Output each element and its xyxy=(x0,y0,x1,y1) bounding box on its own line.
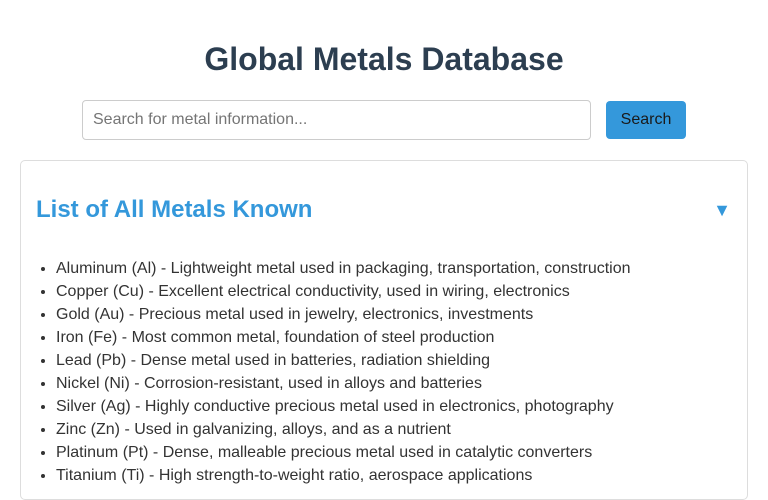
list-item: • Titanium (Ti) - High strength-to-weight ratio, aerospace applications xyxy=(56,464,736,487)
chevron-down-icon[interactable]: ▼ xyxy=(713,200,731,220)
page-title: Global Metals Database xyxy=(204,41,564,77)
search-input[interactable] xyxy=(82,100,591,140)
metals-panel-header[interactable] xyxy=(21,161,747,259)
list-item: • Iron (Fe) - Most common metal, foundation of steel production xyxy=(56,326,736,349)
metal-list xyxy=(21,257,736,487)
list-item: • Lead (Pb) - Dense metal used in batteries, radiation shielding xyxy=(56,349,736,372)
search-bar xyxy=(82,100,686,140)
list-item: • Gold (Au) - Precious metal used in jewelry, electronics, investments xyxy=(56,303,736,326)
list-item: • Silver (Ag) - Highly conductive precious metal used in electronics, photography xyxy=(56,395,736,418)
list-item: • Zinc (Zn) - Used in galvanizing, alloys, and as a nutrient xyxy=(56,418,736,441)
metals-panel xyxy=(20,160,748,500)
list-item: • Aluminum (Al) - Lightweight metal used in packaging, transportation, construction xyxy=(56,257,736,280)
list-item: • Nickel (Ni) - Corrosion-resistant, used in alloys and batteries xyxy=(56,372,736,395)
list-item: • Copper (Cu) - Excellent electrical conductivity, used in wiring, electronics xyxy=(56,280,736,303)
list-item: • Platinum (Pt) - Dense, malleable precious metal used in catalytic converters xyxy=(56,441,736,464)
panel-title: List of All Metals Known xyxy=(36,196,313,223)
search-button[interactable]: Search xyxy=(606,101,686,139)
